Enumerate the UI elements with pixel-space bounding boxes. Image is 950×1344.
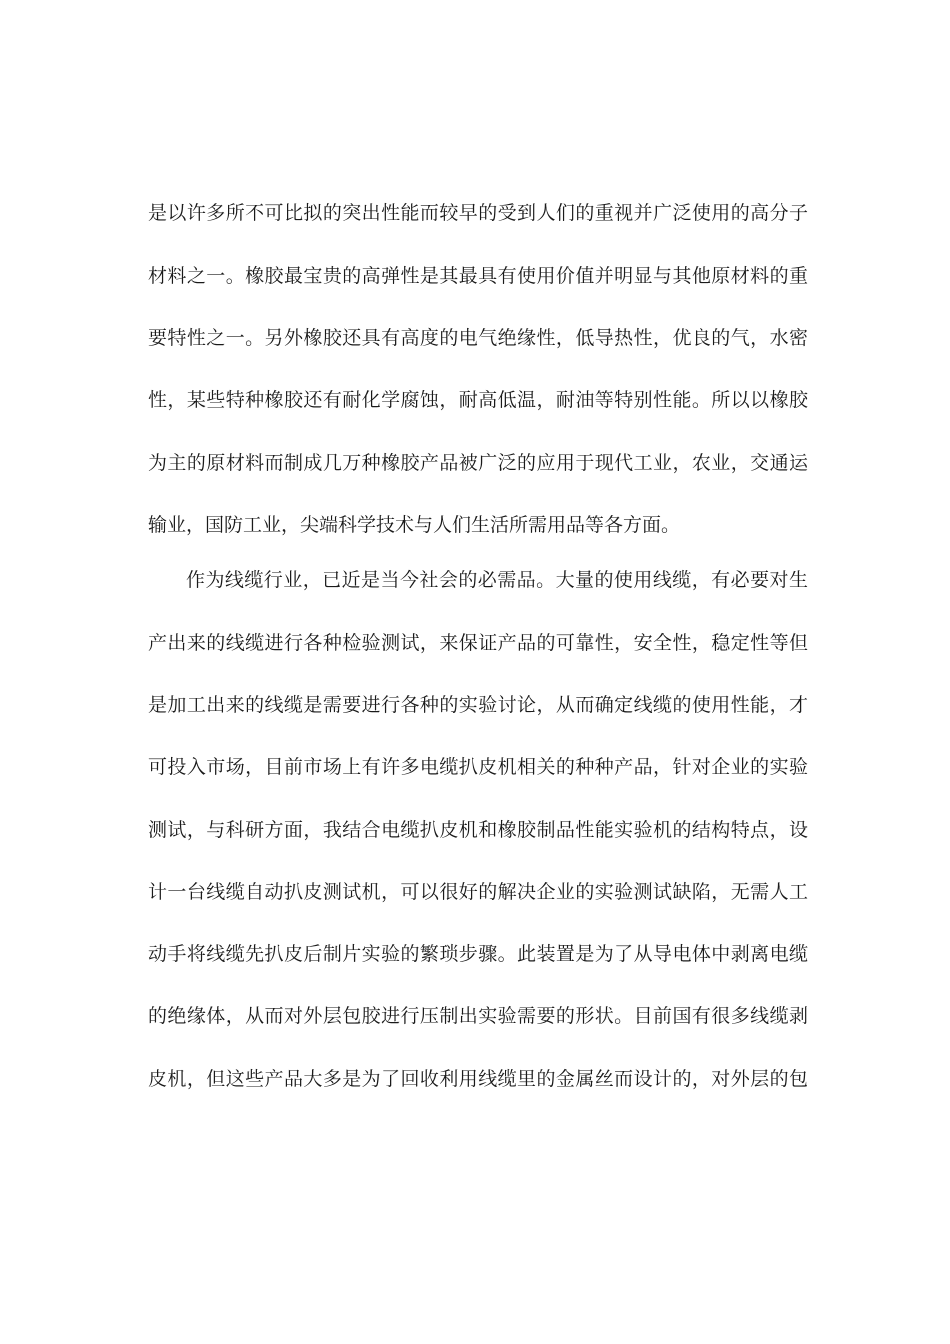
- text-line: 输业，国防工业，尖端科学技术与人们生活所需用品等各方面。: [148, 514, 681, 536]
- text-line: 产出来的线缆进行各种检验测试，来保证产品的可靠性，安全性，稳定性等但: [148, 632, 808, 654]
- text-line: 动手将线缆先扒皮后制片实验的繁琐步骤。此装置是为了从导电体中剥离电缆: [148, 943, 808, 965]
- text-line: 性，某些特种橡胶还有耐化学腐蚀，耐高低温，耐油等特别性能。所以以橡胶: [148, 389, 808, 411]
- text-line: 测试，与科研方面，我结合电缆扒皮机和橡胶制品性能实验机的结构特点，设: [148, 819, 808, 841]
- text-line: 计一台线缆自动扒皮测试机，可以很好的解决企业的实验测试缺陷，无需人工: [148, 881, 808, 903]
- text-line: 材料之一。橡胶最宝贵的高弹性是其最具有使用价值并明显与其他原材料的重: [148, 265, 808, 287]
- text-line: 可投入市场，目前市场上有许多电缆扒皮机相关的种种产品，针对企业的实验: [148, 756, 808, 778]
- text-line: 作为线缆行业，已近是当今社会的必需品。大量的使用线缆，有必要对生: [186, 569, 808, 591]
- text-line: 要特性之一。另外橡胶还具有高度的电气绝缘性，低导热性，优良的气，水密: [148, 327, 808, 349]
- text-line: 是以许多所不可比拟的突出性能而较早的受到人们的重视并广泛使用的高分子: [148, 202, 808, 224]
- text-line: 的绝缘体，从而对外层包胶进行压制出实验需要的形状。目前国有很多线缆剥: [148, 1005, 808, 1027]
- text-line: 为主的原材料而制成几万种橡胶产品被广泛的应用于现代工业，农业，交通运: [148, 452, 808, 474]
- text-line: 皮机，但这些产品大多是为了回收利用线缆里的金属丝而设计的，对外层的包: [148, 1068, 808, 1090]
- text-line: 是加工出来的线缆是需要进行各种的实验讨论，从而确定线缆的使用性能，才: [148, 694, 808, 716]
